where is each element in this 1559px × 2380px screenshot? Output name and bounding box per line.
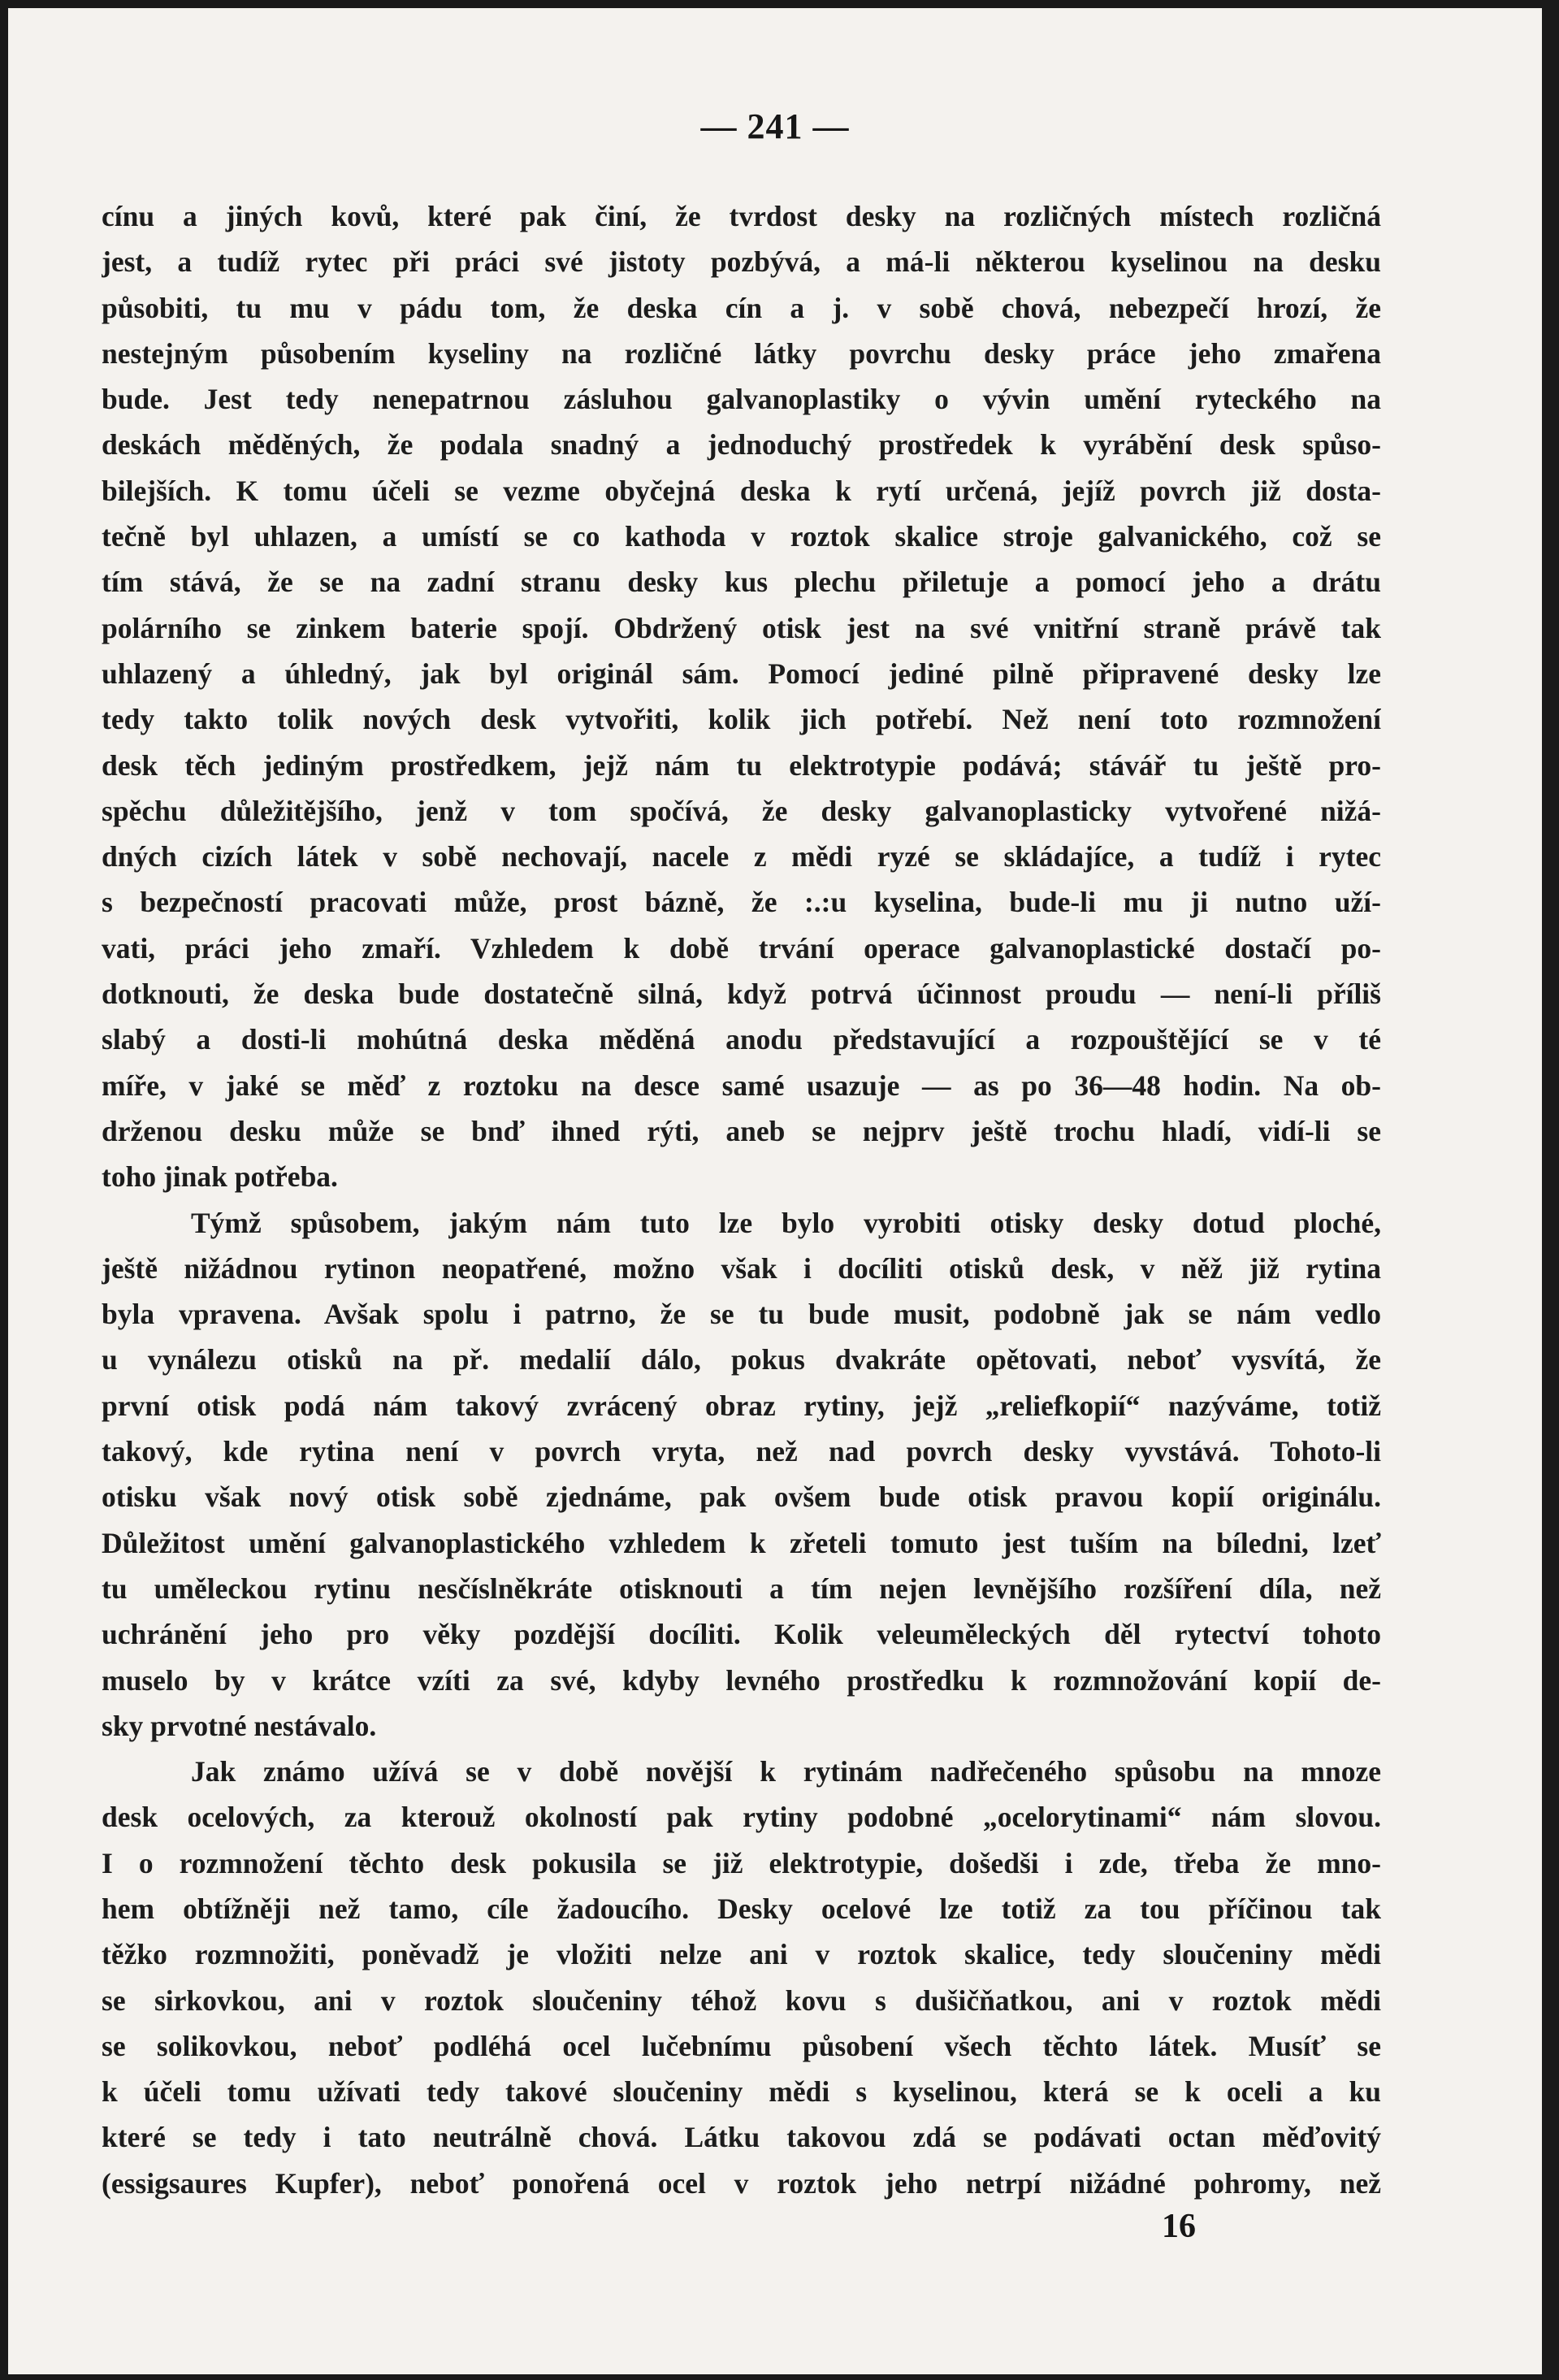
text-line: slabý a dosti-li mohútná deska měděná anodu představující a rozpouštějící se v té <box>102 1023 1381 1056</box>
text-line: k účeli tomu užívati tedy takové sloučeniny mědi s kyselinou, která se k oceli a ku <box>102 2075 1381 2109</box>
text-line: takový, kde rytina není v povrch vryta, než nad povrch desky vyvstává. Tohoto-li <box>102 1435 1381 1468</box>
text-line: bude. Jest tedy nenepatrnou zásluhou galvanoplastiky o vývin umění ryteckého na <box>102 383 1381 416</box>
text-line: ještě nižádnou rytinon neopatřené, možno však i docíliti otisků desk, v něž již rytina <box>102 1251 1381 1285</box>
text-line: dotknouti, že deska bude dostatečně silná, když potrvá účinnost proudu — není-li příliš <box>102 978 1381 1011</box>
text-line: působiti, tu mu v pádu tom, že deska cín a j. v sobě chová, nebezpečí hrozí, že <box>102 291 1381 324</box>
text-line: sky prvotné nestávalo. <box>102 1709 377 1742</box>
text-line: se sirkovkou, ani v roztok sloučeniny téhož kovu s dušičňatkou, ani v roztok mědi <box>102 1983 1381 2017</box>
text-line: hem obtížněji než tamo, cíle žadoucího. Desky ocelové lze totiž za tou příčinou tak <box>102 1892 1381 1925</box>
text-line: s bezpečností pracovati může, prost bázně, že :.:u kyselina, bude-li mu ji nutno uží- <box>102 886 1381 919</box>
text-line: tu uměleckou rytinu nesčíslněkráte otisknouti a tím nejen levnějšího rozšíření díla, než <box>102 1571 1381 1605</box>
text-line: tečně byl uhlazen, a umístí se co kathoda v roztok skalice stroje galvanického, což se <box>102 520 1381 553</box>
paragraph <box>102 1200 1381 1749</box>
text-line: Jak známo užívá se v době novější k rytinám nadřečeného spůsobu na mnoze <box>191 1755 1381 1788</box>
text-line: desk těch jediným prostředkem, jejž nám tu elektrotypie podává; stávář tu ještě pro- <box>102 748 1381 782</box>
text-line: těžko rozmnožiti, poněvadž je vložiti nelze ani v roztok skalice, tedy sloučeniny mědi <box>102 1938 1381 1971</box>
text-line: jest, a tudíž rytec při práci své jistoty pozbývá, a má-li některou kyselinou na desku <box>102 245 1381 279</box>
page-number-header: — 241 — <box>700 106 850 146</box>
text-line: Důležitost umění galvanoplastického vzhledem k zřeteli tomuto jest tuším na bíledni, lzeť <box>102 1526 1381 1559</box>
text-line: drženou desku může se bnď ihned rýti, aneb se nejprv ještě trochu hladí, vidí-li se <box>102 1114 1381 1147</box>
text-line: u vynálezu otisků na př. medalií dálo, pokus dvakráte opětovati, neboť vysvítá, že <box>102 1343 1381 1376</box>
text-line: deskách měděných, že podala snadný a jednoduchý prostředek k vyrábění desk spůso- <box>102 428 1381 462</box>
text-line: uhlazený a úhledný, jak byl originál sám. Pomocí jediné pilně připravené desky lze <box>102 657 1381 690</box>
text-line: I o rozmnožení těchto desk pokusila se již elektrotypie, došedši i zde, třeba že mno- <box>102 1846 1381 1879</box>
text-line: desk ocelových, za kterouž okolností pak rytiny podobné „ocelorytinami“ nám slovou. <box>102 1801 1381 1834</box>
text-line: byla vpravena. Avšak spolu i patrno, že se tu bude musit, podobně jak se nám vedlo <box>102 1298 1381 1331</box>
text-line: toho jinak potřeba. <box>102 1160 338 1194</box>
text-line: (essigsaures Kupfer), neboť ponořená ocel v roztok jeho netrpí nižádné pohromy, než <box>102 2166 1381 2200</box>
paragraph <box>102 193 1381 1200</box>
text-line: uchránění jeho pro věky pozdější docíliti. Kolik veleuměleckých děl rytectví tohoto <box>102 1618 1381 1651</box>
text-line: polárního se zinkem baterie spojí. Obdržený otisk jest na své vnitřní straně právě tak <box>102 611 1381 644</box>
text-line: dných cizích látek v sobě nechovají, nacele z mědi ryzé se skládajíce, a tudíž i rytec <box>102 840 1381 874</box>
scanned-book-page <box>8 8 1542 2374</box>
text-line: tedy takto tolik nových desk vytvořiti, kolik jich potřebí. Než není toto rozmnožení <box>102 703 1381 736</box>
text-line: nestejným působením kyseliny na rozličné látky povrchu desky práce jeho zmařena <box>102 336 1381 370</box>
body-text <box>102 193 1381 2206</box>
signature-mark: 16 <box>1162 2208 1196 2245</box>
text-line: se solikovkou, neboť podléhá ocel lučebnímu působení všech těchto látek. Musíť se <box>102 2029 1381 2062</box>
paragraph <box>102 1749 1381 2206</box>
text-line: tím stává, že se na zadní stranu desky kus plechu přiletuje a pomocí jeho a drátu <box>102 566 1381 599</box>
text-line: muselo by v krátce vzíti za své, kdyby levného prostředku k rozmnožování kopií de- <box>102 1663 1381 1697</box>
text-line: které se tedy i tato neutrálně chová. Látku takovou zdá se podávati octan měďovitý <box>102 2121 1381 2154</box>
text-line: míře, v jaké se měď z roztoku na desce samé usazuje — as po 36—48 hodin. Na ob- <box>102 1069 1381 1102</box>
text-line: spěchu důležitějšího, jenž v tom spočívá, že desky galvanoplasticky vytvořené nižá- <box>102 794 1381 827</box>
text-line: Týmž spůsobem, jakým nám tuto lze bylo vyrobiti otisky desky dotud ploché, <box>191 1206 1381 1239</box>
text-line: vati, práci jeho zmaří. Vzhledem k době trvání operace galvanoplastické dostačí po- <box>102 931 1381 965</box>
text-line: cínu a jiných kovů, které pak činí, že tvrdost desky na rozličných místech rozličná <box>102 200 1381 232</box>
text-line: první otisk podá nám takový zvrácený obraz rytiny, jejž „reliefkopií“ nazýváme, totiž <box>102 1389 1381 1422</box>
text-line: bilejších. K tomu účeli se vezme obyčejná deska k rytí určená, jejíž povrch již dosta- <box>102 474 1381 507</box>
text-line: otisku však nový otisk sobě zjednáme, pak ovšem bude otisk pravou kopií originálu. <box>102 1480 1381 1514</box>
